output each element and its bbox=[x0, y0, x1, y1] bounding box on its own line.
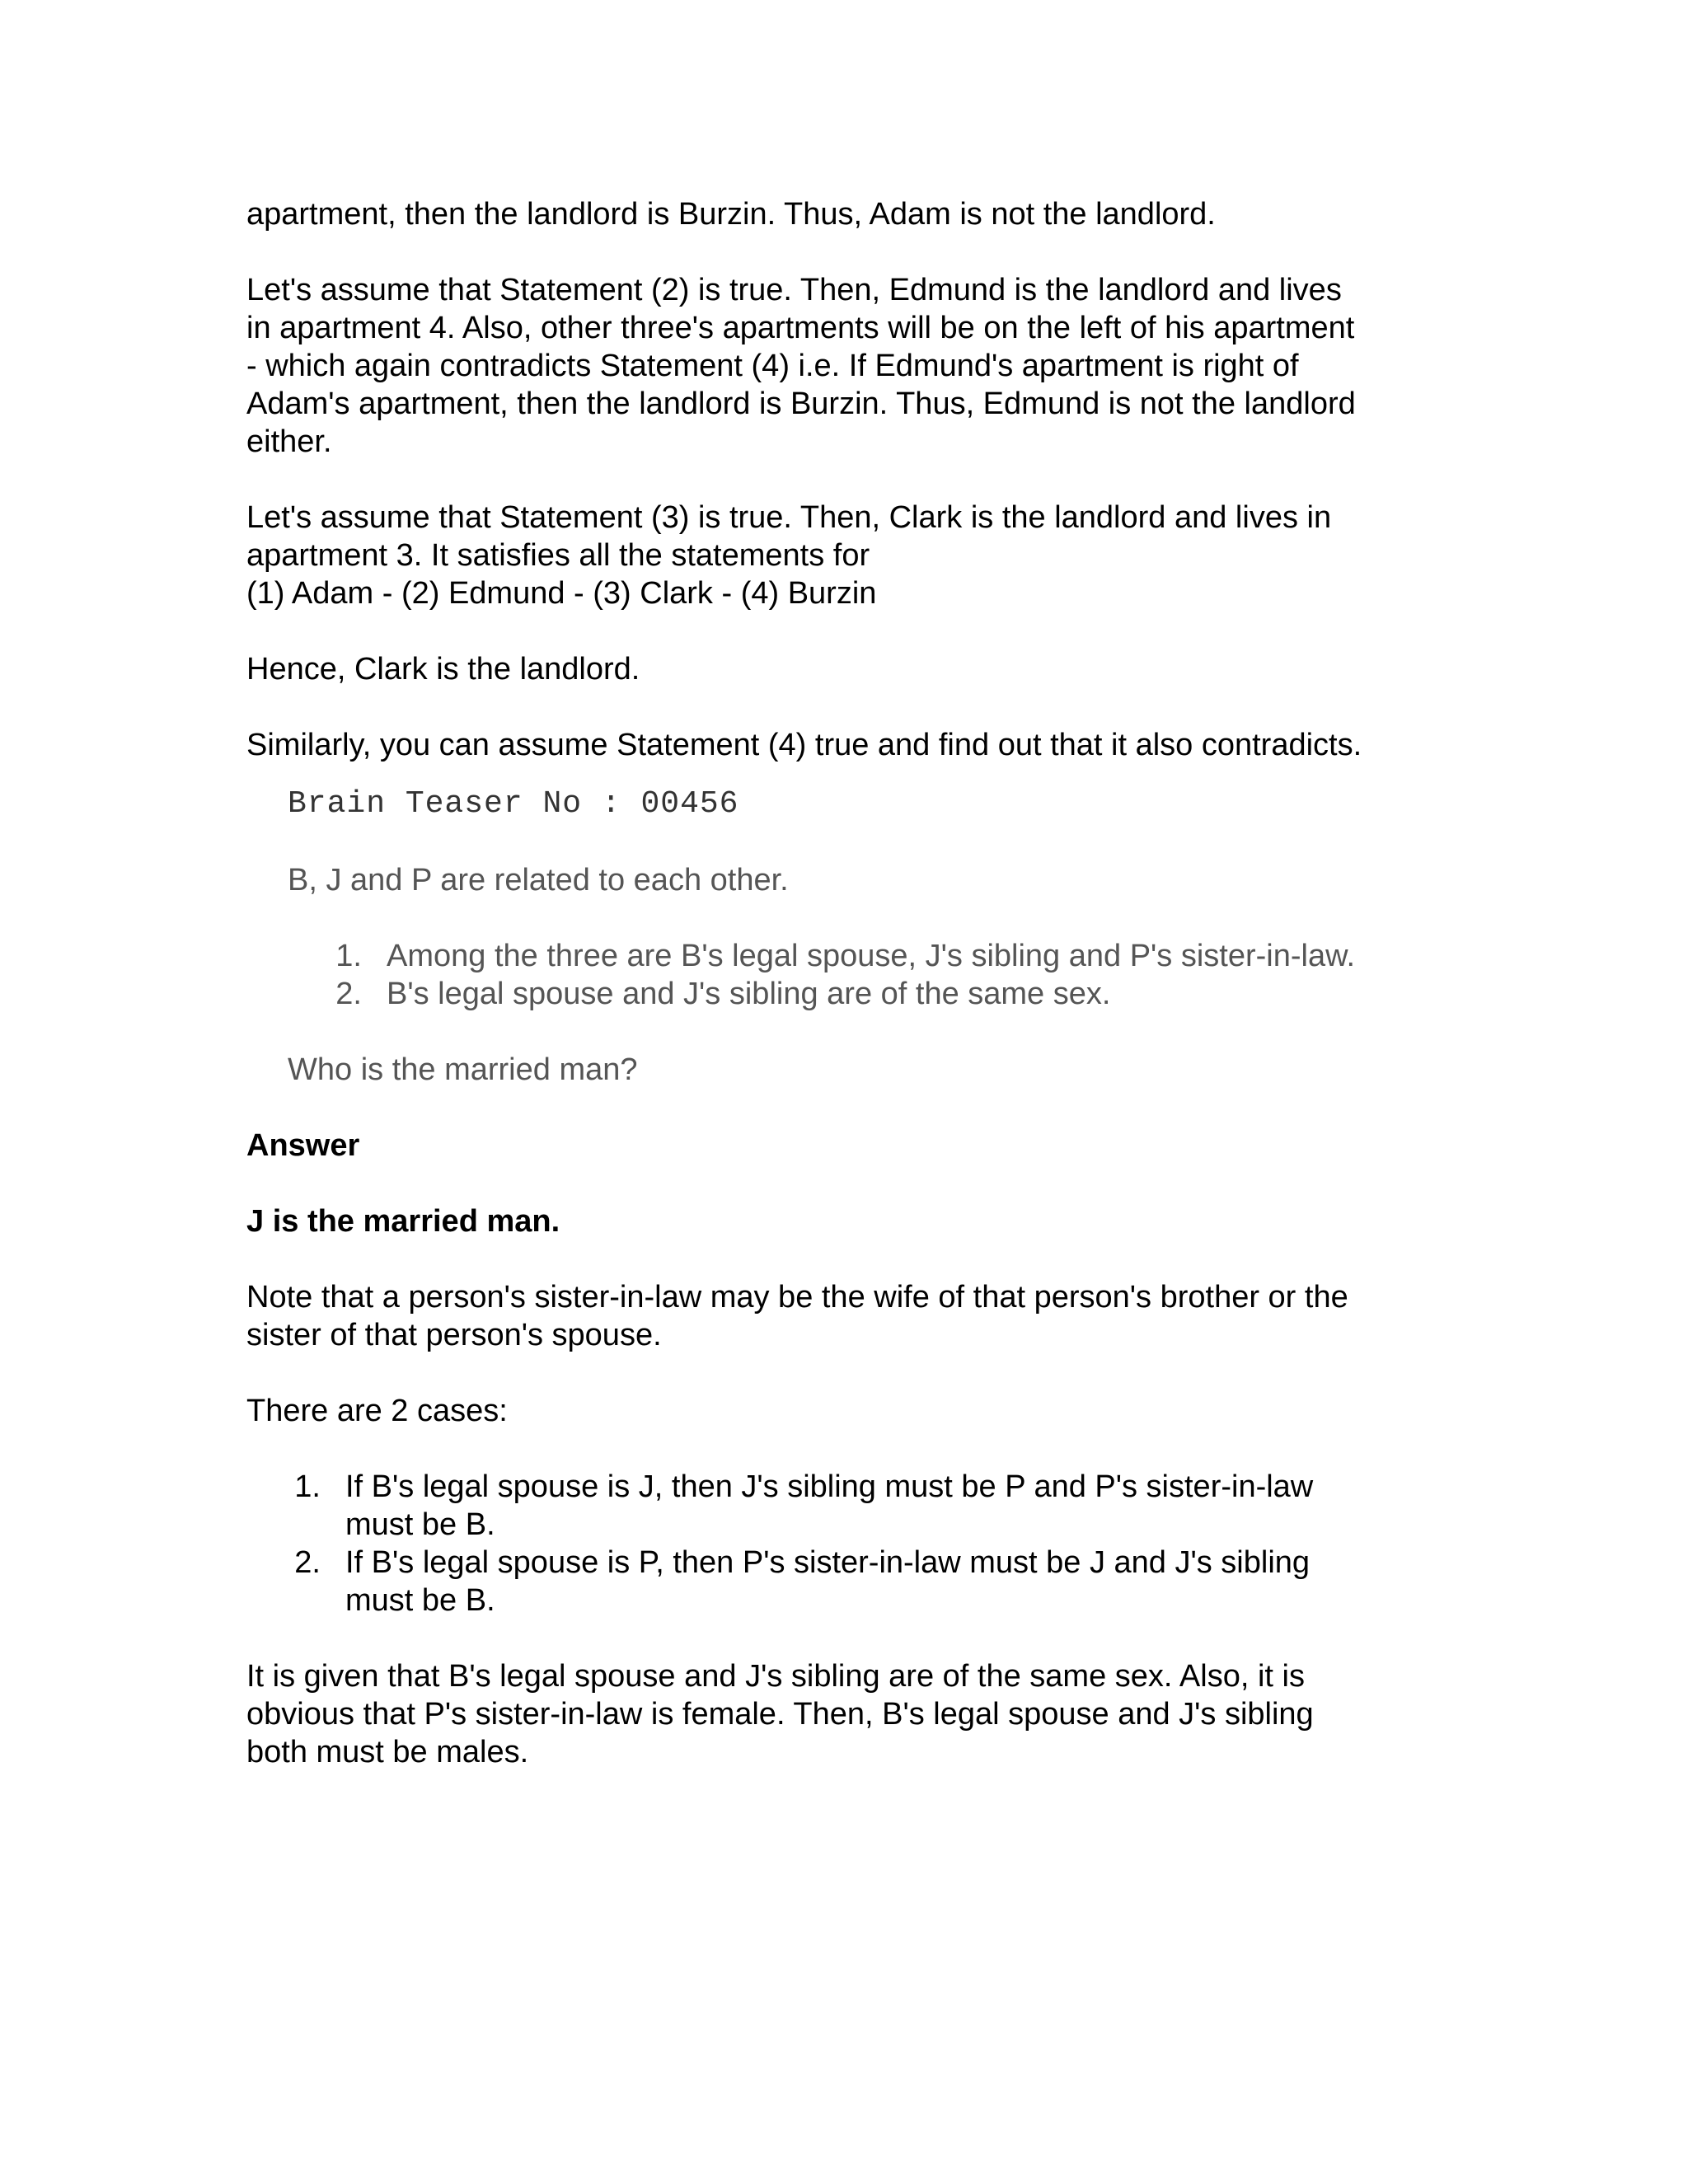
list-item-text: Among the three are B's legal spouse, J's sibling and P's sister-in-law. bbox=[387, 939, 1356, 973]
text-line: It is given that B's legal spouse and J's sibling are of the same sex. Also, it is bbox=[246, 1659, 1305, 1694]
list-number: 2. bbox=[294, 1545, 321, 1580]
list-item bbox=[246, 1544, 1450, 1619]
paragraph-similarly bbox=[246, 726, 1450, 764]
paragraph-hence bbox=[246, 650, 1450, 688]
paragraph-adam-conclusion bbox=[246, 195, 1450, 233]
answer-conclusion bbox=[246, 1657, 1450, 1771]
cases-list bbox=[246, 1468, 1450, 1619]
text-line: Adam's apartment, then the landlord is Burzin. Thus, Edmund is not the landlord bbox=[246, 387, 1356, 421]
text-line: Let's assume that Statement (2) is true. Then, Edmund is the landlord and lives bbox=[246, 273, 1342, 307]
list-item-text: B's legal spouse and J's sibling are of the same sex. bbox=[387, 977, 1111, 1011]
list-item bbox=[246, 1468, 1450, 1544]
list-item-text: must be B. bbox=[345, 1583, 495, 1618]
paragraph-statement-2 bbox=[246, 271, 1450, 461]
text-line: Similarly, you can assume Statement (4) true and find out that it also contradicts. bbox=[246, 728, 1362, 762]
text-line: apartment 3. It satisfies all the statements for bbox=[246, 538, 870, 573]
list-item bbox=[288, 975, 1450, 1013]
teaser-question: Who is the married man? bbox=[288, 1052, 638, 1087]
document-content bbox=[246, 195, 1450, 1809]
text-line: Hence, Clark is the landlord. bbox=[246, 652, 640, 687]
list-number: 1. bbox=[335, 939, 362, 973]
list-item bbox=[288, 937, 1450, 975]
text-line: in apartment 4. Also, other three's apartments will be on the left of his apartment bbox=[246, 311, 1355, 345]
list-number: 2. bbox=[335, 977, 362, 1011]
text-line: - which again contradicts Statement (4) i.e. If Edmund's apartment is right of bbox=[246, 349, 1299, 383]
list-item-text: must be B. bbox=[345, 1507, 495, 1542]
text-line: sister of that person's spouse. bbox=[246, 1318, 662, 1352]
teaser-statements-list bbox=[288, 937, 1450, 1013]
list-item-text: If B's legal spouse is P, then P's sister-in-law must be J and J's sibling bbox=[345, 1545, 1311, 1580]
text-line: both must be males. bbox=[246, 1735, 529, 1769]
cases-intro: There are 2 cases: bbox=[246, 1394, 508, 1428]
text-line: (1) Adam - (2) Edmund - (3) Clark - (4) Burzin bbox=[246, 576, 877, 611]
text-line: Let's assume that Statement (3) is true. Then, Clark is the landlord and lives in bbox=[246, 500, 1332, 535]
text-line: either. bbox=[246, 424, 332, 459]
answer-heading: Answer bbox=[246, 1128, 360, 1163]
text-line: Note that a person's sister-in-law may be the wife of that person's brother or the bbox=[246, 1280, 1348, 1315]
teaser-number: Brain Teaser No : 00456 bbox=[288, 786, 739, 822]
list-number: 1. bbox=[294, 1469, 321, 1504]
paragraph-statement-3 bbox=[246, 499, 1450, 612]
answer-result: J is the married man. bbox=[246, 1204, 560, 1239]
text-line: apartment, then the landlord is Burzin. Thus, Adam is not the landlord. bbox=[246, 197, 1216, 232]
brain-teaser-block bbox=[288, 785, 1450, 1089]
teaser-intro: B, J and P are related to each other. bbox=[288, 863, 789, 898]
text-line: obvious that P's sister-in-law is female. Then, B's legal spouse and J's sibling bbox=[246, 1697, 1314, 1732]
list-item-text: If B's legal spouse is J, then J's sibling must be P and P's sister-in-law bbox=[345, 1469, 1314, 1504]
answer-note bbox=[246, 1278, 1450, 1354]
